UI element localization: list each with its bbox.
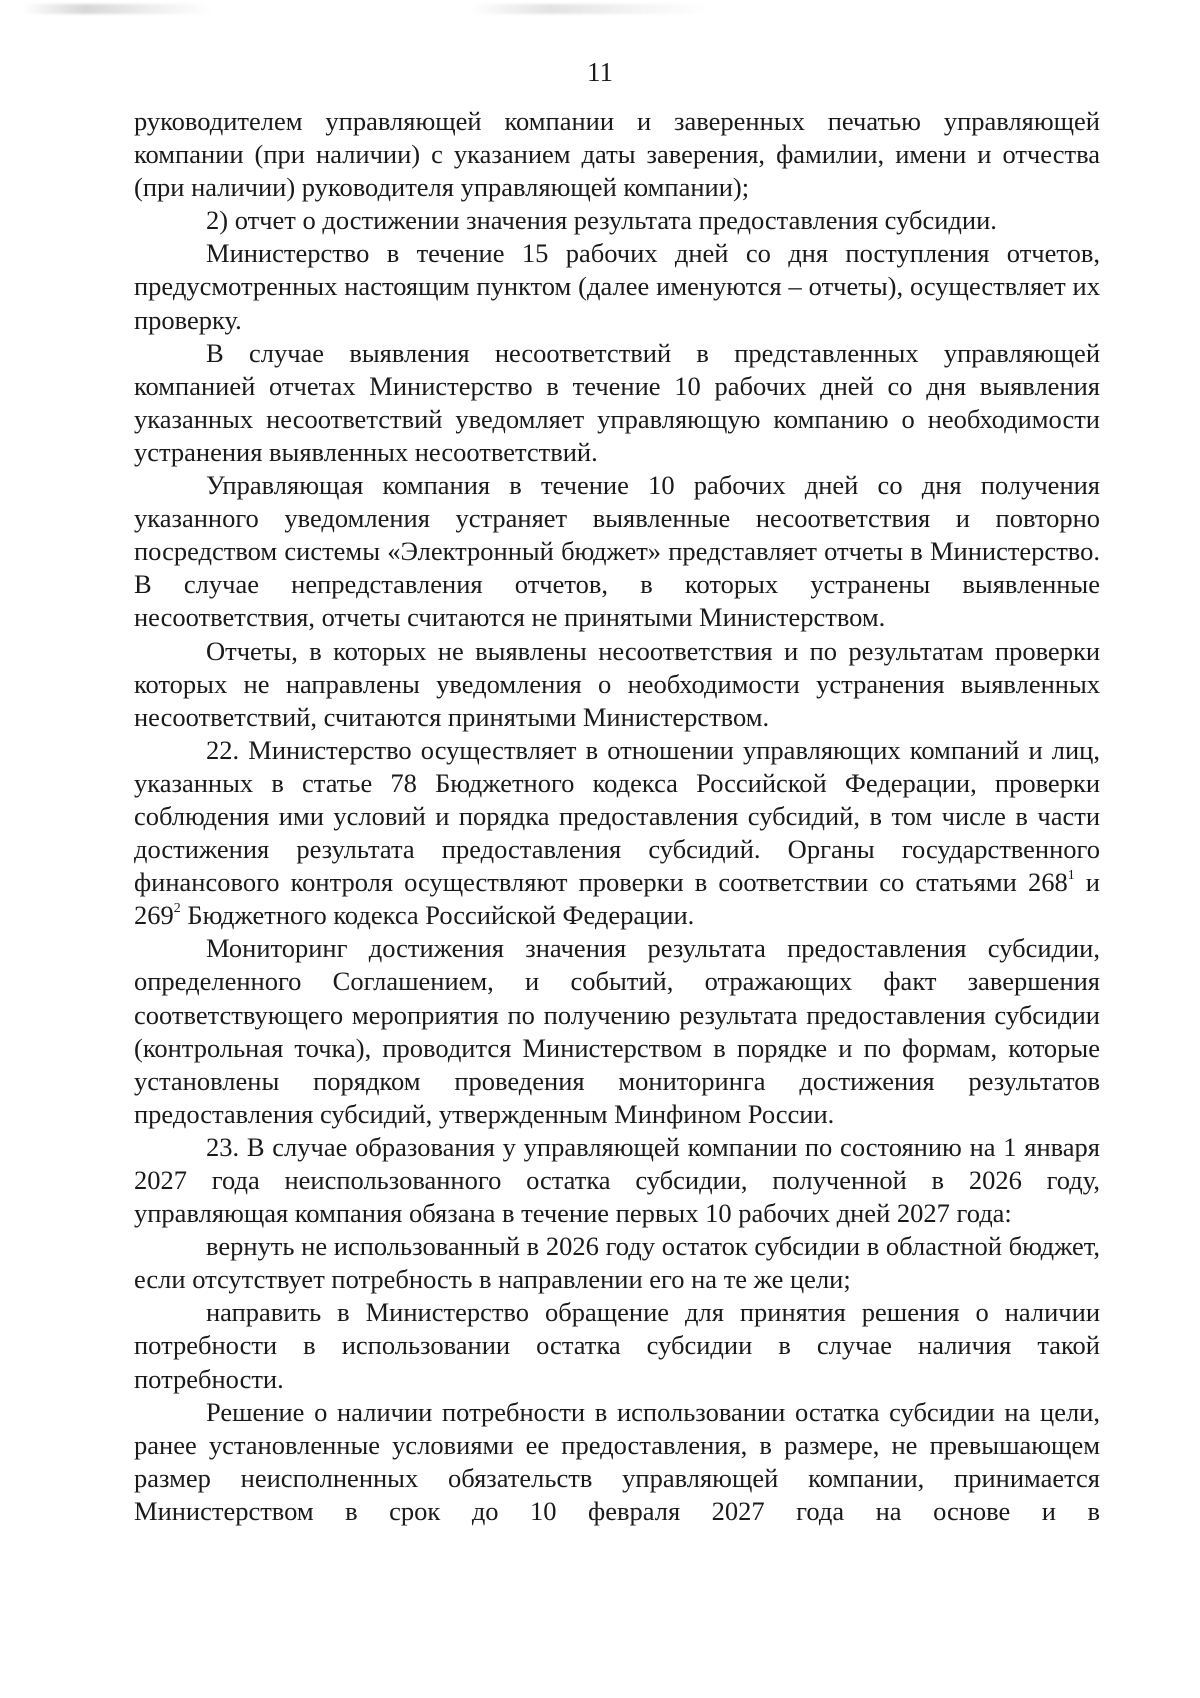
superscript: 1 xyxy=(1067,868,1075,884)
paragraph: Управляющая компания в течение 10 рабочих дней со дня получения указанного уведомления устраняет выявленные несоответствия и повторно посредством системы «Электронный бюджет» представляет отчеты в Министерство. В случае непредставления отчетов, в которых устранены выявленные несоответствия, отчеты считаются не принятыми Министерством. xyxy=(134,470,1100,633)
scan-artifact xyxy=(470,4,710,14)
paragraph-text: 22. Министерство осуществляет в отношении управляющих компаний и лиц, указанных в статье 78 Бюджетного кодекса Российской Федерации, проверки соблюдения ими условий и порядка предоставления субсидий, в том числе в части достижения результата предоставления субсидий. Органы государственного финансового контроля осуществляют проверки в соответствии со статьями 268 xyxy=(134,734,1100,898)
document-body xyxy=(134,105,1100,1528)
paragraph: руководителем управляющей компании и заверенных печатью управляющей компании (при наличии) с указанием даты заверения, фамилии, имени и отчества (при наличии) руководителя управляющей компании); xyxy=(134,106,1100,203)
paragraph-text: Бюджетного кодекса Российской Федерации. xyxy=(180,900,695,931)
paragraph: Мониторинг достижения значения результата предоставления субсидии, определенного Соглашением, и событий, отражающих факт завершения соответствующего мероприятия по получению результата предоставления субсидии (контрольная точка), проводится Министерством в порядке и по формам, которые установлены порядком проведения мониторинга достижения результатов предоставления субсидий, утвержденным Минфином России. xyxy=(134,933,1100,1129)
paragraph xyxy=(134,734,1100,933)
paragraph: Отчеты, в которых не выявлены несоответствия и по результатам проверки которых не направлены уведомления о необходимости устранения выявленных несоответствий, считаются принятыми Министерством. xyxy=(134,635,1100,732)
paragraph: 2) отчет о достижении значения результата предоставления субсидии. xyxy=(206,205,997,236)
paragraph-text: и 269 xyxy=(134,867,1100,931)
page-number: 11 xyxy=(587,57,613,87)
paragraph: В случае выявления несоответствий в представленных управляющей компанией отчетах Министерство в течение 10 рабочих дней со дня выявления указанных несоответствий уведомляет управляющую компанию о необходимости устранения выявленных несоответствий. xyxy=(134,337,1100,467)
paragraph: 23. В случае образования у управляющей компании по состоянию на 1 января 2027 года неиспользованного остатка субсидии, полученной в 2026 году, управляющая компания обязана в течение первых 10 рабочих дней 2027 года: xyxy=(134,1131,1100,1229)
paragraph: направить в Министерство обращение для принятия решения о наличии потребности в использовании остатка субсидии в случае наличия такой потребности. xyxy=(134,1297,1100,1394)
superscript: 2 xyxy=(173,901,181,917)
scan-artifact xyxy=(22,4,212,14)
paragraph: вернуть не использованный в 2026 году остаток субсидии в областной бюджет, если отсутствует потребность в направлении его на те же цели; xyxy=(134,1231,1100,1295)
paragraph: Решение о наличии потребности в использовании остатка субсидии на цели, ранее установленные условиями ее предоставления, в размере, не превышающем размер неисполненных обязательств управляющей компании, принимается Министерством в срок до 10 февраля 2027 года на основе и в xyxy=(134,1396,1100,1526)
paragraph: Министерство в течение 15 рабочих дней со дня поступления отчетов, предусмотренных настоящим пунктом (далее именуются – отчеты), осуществляет их проверку. xyxy=(134,238,1100,335)
